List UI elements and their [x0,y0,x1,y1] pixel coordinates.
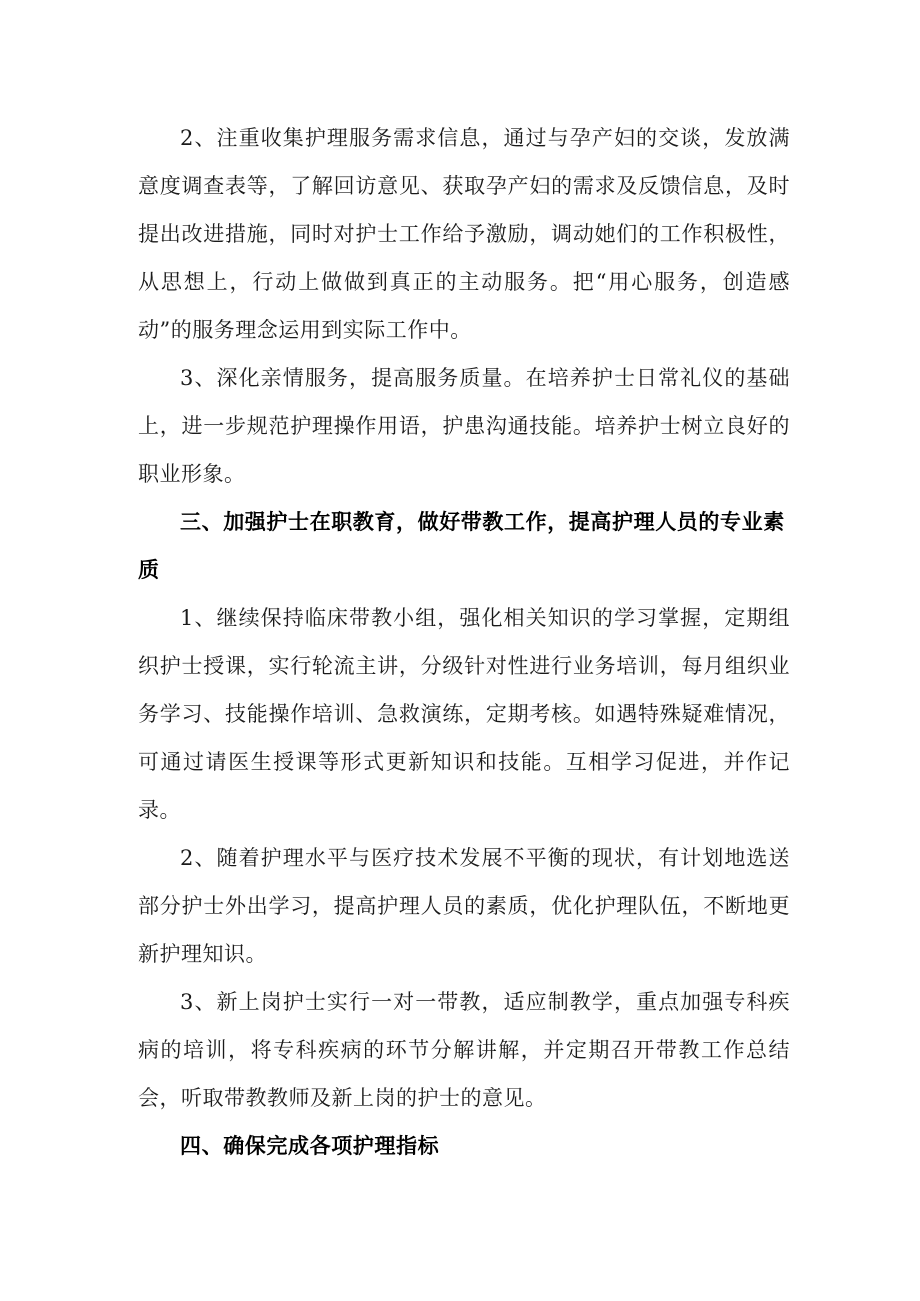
paragraph-service-feedback: 2、注重收集护理服务需求信息，通过与孕产妇的交谈，发放满意度调查表等，了解回访意见、获取孕产妇的需求及反馈信息，及时提出改进措施，同时对护士工作给予激励，调动她们的工作积极性，从思想上，行动上做做到真正的主动服务。把“用心服务，创造感动”的服务理念运用到实际工作中。 [138,126,790,342]
document-body [138,114,790,1170]
paragraph-family-service: 3、深化亲情服务，提高服务质量。在培养护士日常礼仪的基础上，进一步规范护理操作用语，护患沟通技能。培养护士树立良好的职业形象。 [138,366,790,486]
paragraph-outside-training: 2、随着护理水平与医疗技术发展不平衡的现状，有计划地选送部分护士外出学习，提高护理人员的素质，优化护理队伍，不断地更新护理知识。 [138,846,790,966]
section-heading-3: 三、加强护士在职教育，做好带教工作，提高护理人员的专业素质 [138,510,785,582]
paragraph-new-nurse-mentoring: 3、新上岗护士实行一对一带教，适应制教学，重点加强专科疾病的培训，将专科疾病的环节分解讲解，并定期召开带教工作总结会，听取带教教师及新上岗的护士的意见。 [138,990,790,1110]
section-heading-4: 四、确保完成各项护理指标 [180,1134,440,1158]
paragraph-teaching-group: 1、继续保持临床带教小组，强化相关知识的学习掌握，定期组织护士授课，实行轮流主讲，分级针对性进行业务培训，每月组织业务学习、技能操作培训、急救演练，定期考核。如遇特殊疑难情况，可通过请医生授课等形式更新知识和技能。互相学习促进，并作记录。 [138,606,790,822]
